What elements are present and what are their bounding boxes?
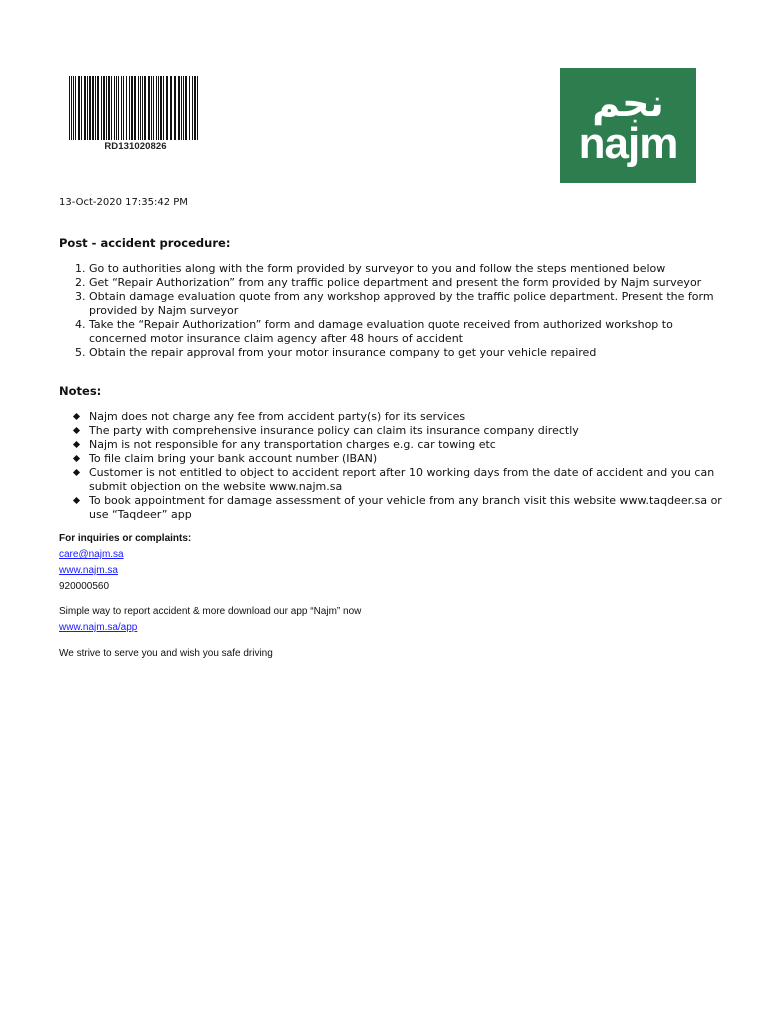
barcode-bar [151, 76, 152, 140]
logo-latin-text: najm [578, 118, 678, 168]
barcode-bar [108, 76, 110, 140]
barcode-bar [138, 76, 139, 140]
barcode-bar [140, 76, 141, 140]
barcode-bar [106, 76, 107, 140]
note-text: The party with comprehensive insurance policy can claim its insurance company directly [89, 424, 579, 437]
contact-heading: For inquiries or complaints: [59, 533, 192, 544]
barcode-bar [185, 76, 187, 140]
barcode-bar [87, 76, 88, 140]
barcode-bar [121, 76, 122, 140]
barcode [69, 76, 202, 152]
note-item [89, 410, 729, 424]
contact-phone: 920000560 [59, 581, 110, 592]
barcode-bar [163, 76, 164, 140]
note-item [89, 466, 729, 494]
report-date: 13-Oct-2020 17:35:42 PM [59, 197, 188, 208]
barcode-bar [129, 76, 130, 140]
note-text: To file claim bring your bank account number (IBAN) [89, 452, 378, 465]
barcode-bar [144, 76, 146, 140]
note-text: Najm does not charge any fee from accident party(s) for its services [89, 410, 466, 423]
note-text: Najm is not responsible for any transportation charges e.g. car towing etc [89, 438, 496, 451]
barcode-bar [174, 76, 176, 140]
notes-heading: Notes: [59, 384, 102, 398]
barcode-bar [183, 76, 184, 140]
barcode-bar [126, 76, 127, 140]
notes-list [59, 410, 729, 522]
note-item [89, 494, 729, 522]
barcode-bar [69, 76, 70, 140]
procedure-step: 5. Obtain the repair approval from your motor insurance company to get your vehicle repaired [89, 346, 729, 360]
closing-text: We strive to serve you and wish you safe driving [59, 648, 273, 659]
diamond-bullet-icon [73, 497, 80, 504]
barcode-bar [170, 76, 172, 140]
barcode-bar [103, 76, 105, 140]
diamond-bullet-icon [73, 427, 80, 434]
barcode-bar [192, 76, 193, 140]
barcode-bar [75, 76, 76, 140]
email-link[interactable]: care@najm.sa [59, 549, 124, 560]
barcode-bar [89, 76, 91, 140]
barcode-bar [178, 76, 180, 140]
note-item [89, 438, 729, 452]
barcode-icon [69, 76, 202, 140]
procedure-heading: Post - accident procedure: [59, 236, 231, 250]
note-item [89, 424, 729, 438]
barcode-bar [131, 76, 133, 140]
barcode-bar [84, 76, 86, 140]
barcode-bar [166, 76, 168, 140]
app-link-row [59, 622, 137, 633]
logo-arabic-text: نجم [592, 80, 664, 125]
barcode-bar [142, 76, 143, 140]
app-link[interactable]: www.najm.sa/app [59, 622, 138, 633]
barcode-bar [134, 76, 136, 140]
barcode-bar [197, 76, 198, 140]
diamond-bullet-icon [73, 455, 80, 462]
barcode-bar [194, 76, 196, 140]
barcode-bar [189, 76, 190, 140]
barcode-bar [148, 76, 150, 140]
procedure-step: 4. Take the “Repair Authorization” form and damage evaluation quote received from authorized workshop to concerned motor insurance claim agency after 48 hours of accident [89, 318, 729, 346]
procedure-step: 2. Get “Repair Authorization” from any traffic police department and present the form provided by Najm surveyor [89, 276, 729, 290]
procedure-step: 3. Obtain damage evaluation quote from any workshop approved by the traffic police department. Present the form provided by Najm surveyor [89, 290, 729, 318]
diamond-bullet-icon [73, 469, 80, 476]
barcode-bar [158, 76, 159, 140]
barcode-bar [101, 76, 102, 140]
contact-email-row [59, 549, 124, 560]
barcode-bar [81, 76, 82, 140]
barcode-bar [118, 76, 119, 140]
barcode-bar [73, 76, 74, 140]
barcode-bar [116, 76, 117, 140]
diamond-bullet-icon [73, 441, 80, 448]
note-text: Customer is not entitled to object to accident report after 10 working days from the date of accident and you can submit objection on the website www.najm.sa [89, 466, 715, 493]
barcode-bar [71, 76, 72, 140]
contact-website-row [59, 565, 118, 576]
najm-logo [560, 68, 696, 183]
barcode-bar [95, 76, 96, 140]
barcode-bar [111, 76, 112, 140]
barcode-bar [97, 76, 99, 140]
barcode-bar [181, 76, 182, 140]
barcode-bar [156, 76, 157, 140]
barcode-bar [153, 76, 154, 140]
barcode-number: RD131020826 [104, 141, 167, 152]
note-item [89, 452, 729, 466]
barcode-bar [78, 76, 80, 140]
barcode-bar [92, 76, 94, 140]
note-text: To book appointment for damage assessment of your vehicle from any branch visit this website www.taqdeer.sa or use “Taqdeer” app [89, 494, 722, 521]
barcode-bar [114, 76, 115, 140]
procedure-steps [59, 262, 729, 360]
barcode-bar [160, 76, 162, 140]
app-promo-text: Simple way to report accident & more download our app “Najm” now [59, 606, 362, 617]
website-link[interactable]: www.najm.sa [59, 565, 118, 576]
diamond-bullet-icon [73, 413, 80, 420]
procedure-step: 1. Go to authorities along with the form provided by surveyor to you and follow the steps mentioned below [89, 262, 729, 276]
barcode-bar [123, 76, 124, 140]
